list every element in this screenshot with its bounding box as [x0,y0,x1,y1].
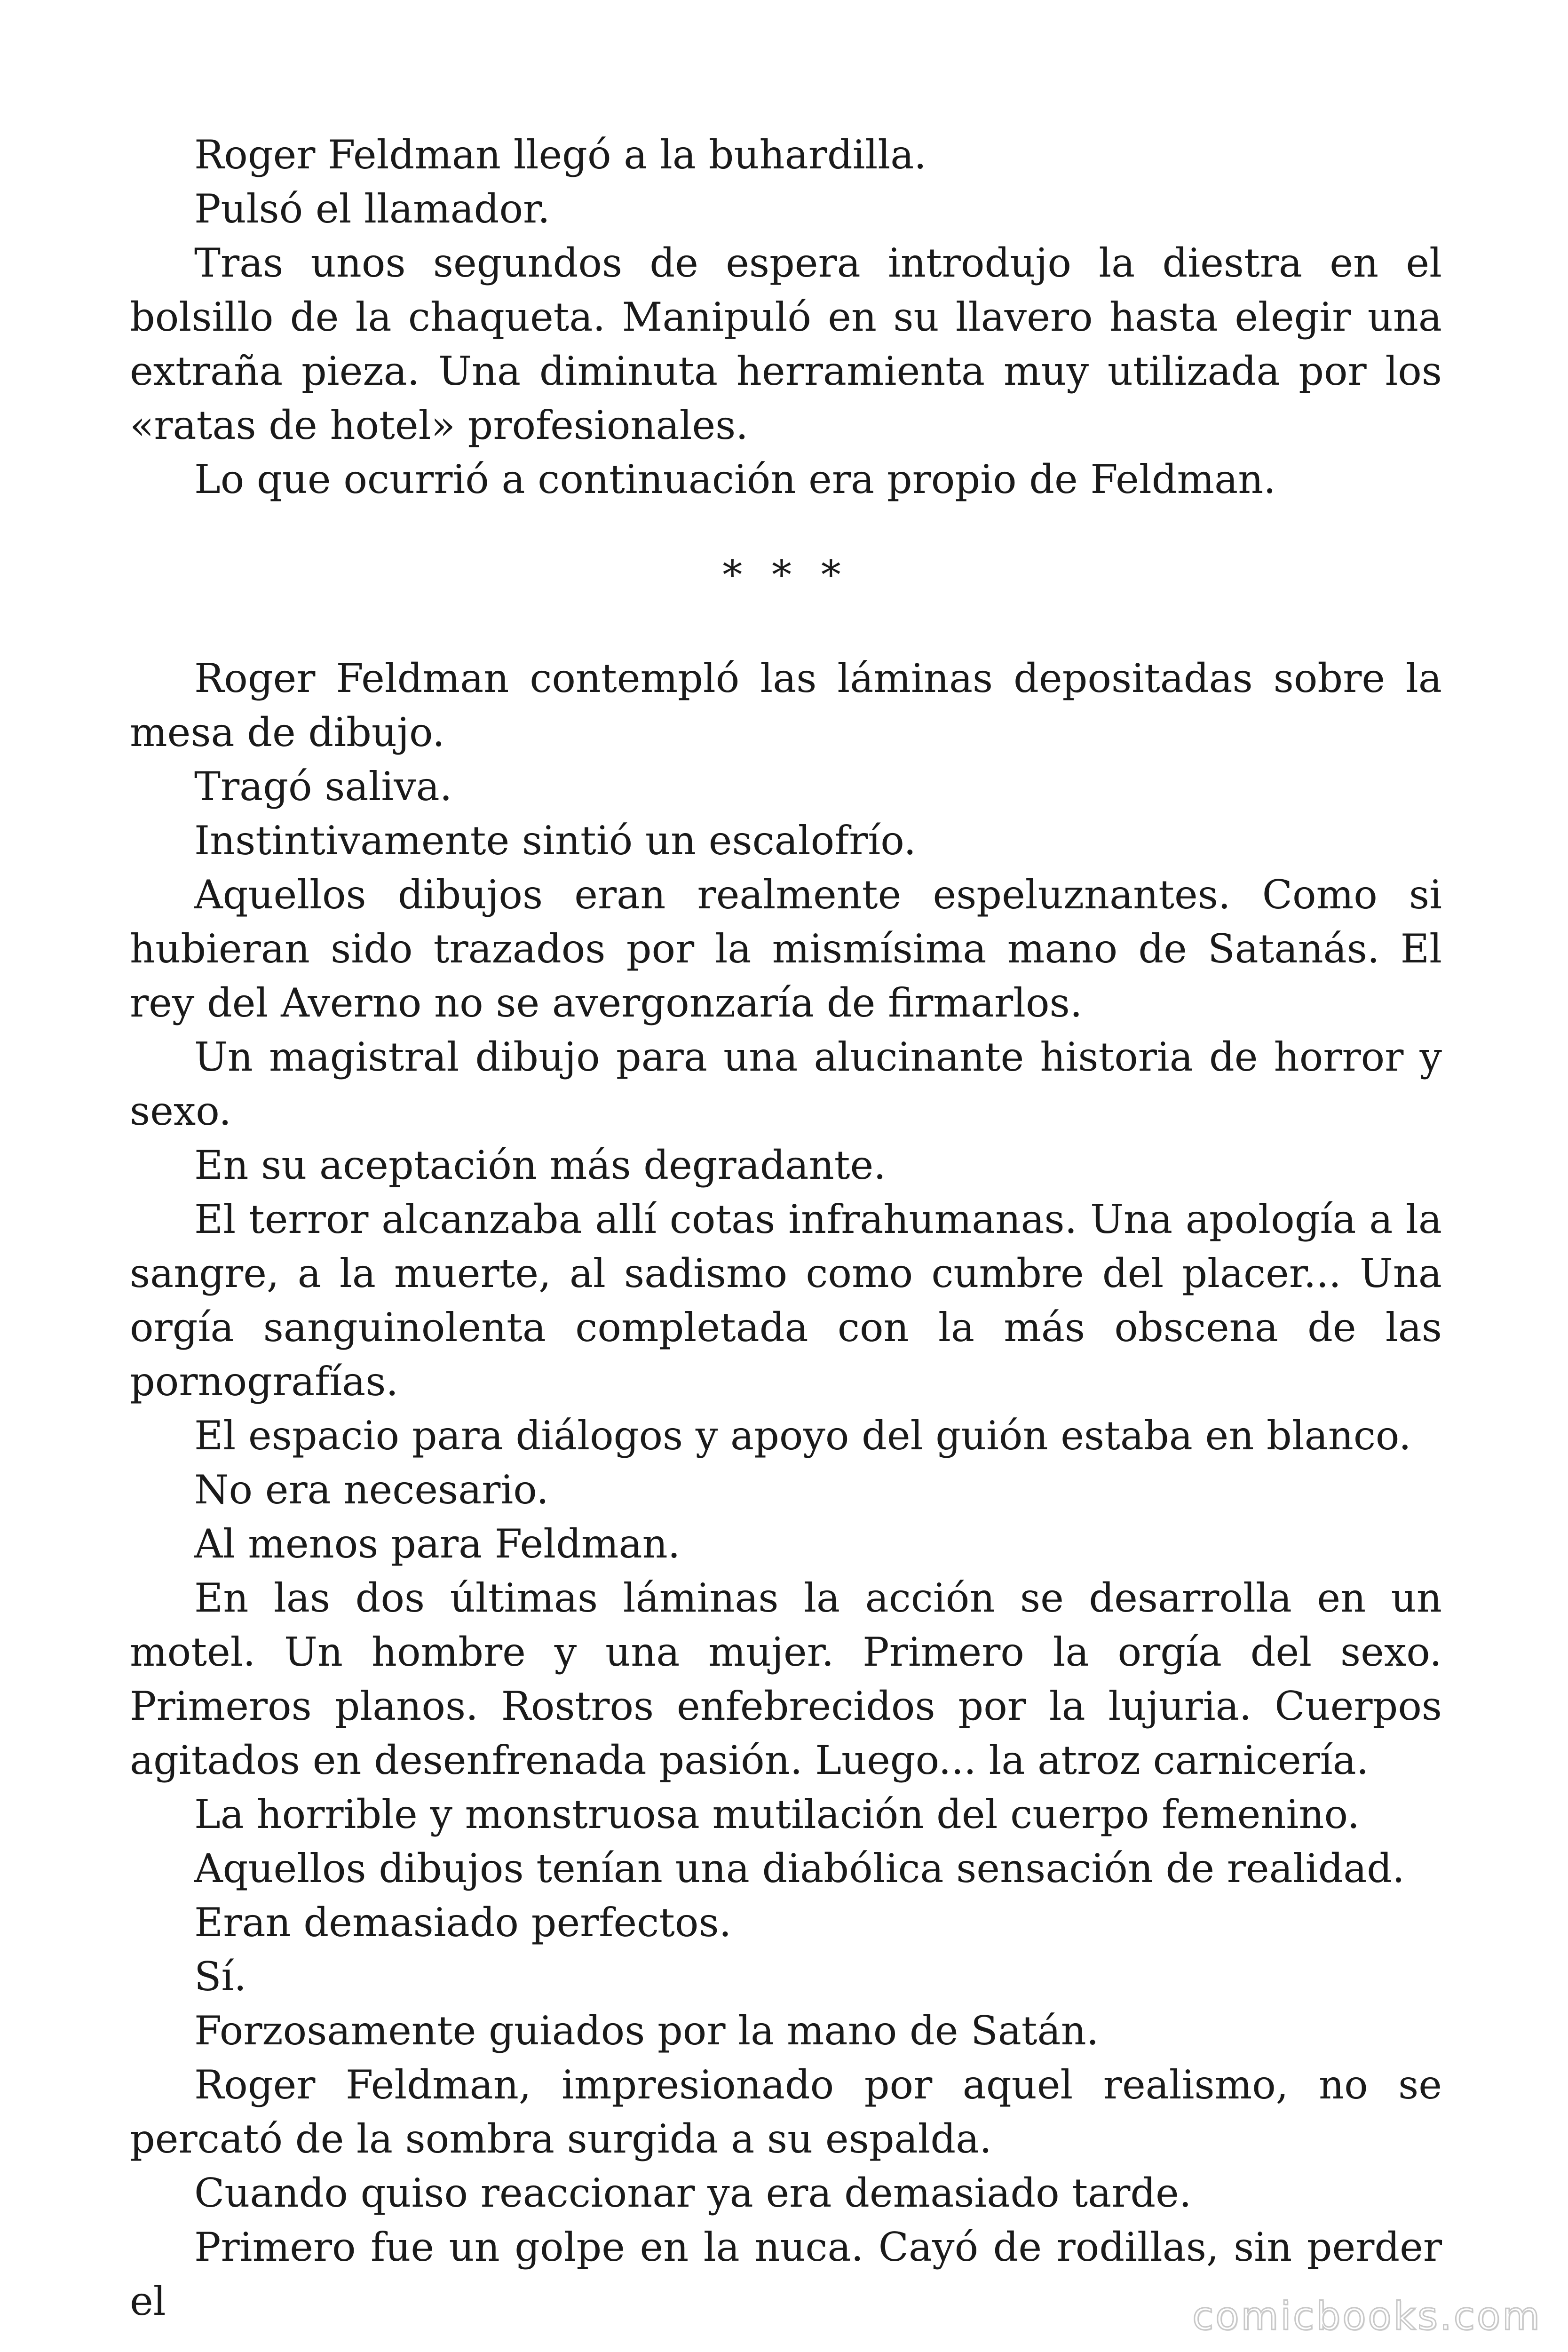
paragraph: En las dos últimas láminas la acción se desarrolla en un motel. Un hombre y una mujer. Primero la orgía del sexo. Primeros planos. Rostros enfebrecidos por la lujuria. Cuerpos agitados en desenfrenada pasión. Luego... la atroz carnicería. [130,1575,1442,1783]
paragraph: Sí. [194,1954,247,2000]
paragraph: Aquellos dibujos eran realmente espeluznantes. Como si hubieran sido trazados por la mismísima mano de Satanás. El rey del Averno no se avergonzaría de firmarlos. [130,872,1442,1026]
paragraph: Tras unos segundos de espera introdujo la diestra en el bolsillo de la chaqueta. Manipuló en su llavero hasta elegir una extraña pieza. Una diminuta herramienta muy utilizada por los «ratas de hotel» profesionales. [130,240,1442,448]
paragraph: Primero fue un golpe en la nuca. Cayó de rodillas, sin perder el [130,2224,1442,2324]
paragraph: Aquellos dibujos tenían una diabólica sensación de realidad. [194,1845,1405,1891]
paragraph: Tragó saliva. [194,763,452,810]
paragraph: El terror alcanzaba allí cotas infrahumanas. Una apología a la sangre, a la muerte, al sadismo como cumbre del placer... Una orgía sanguinolenta completada con la más obscena de las pornografías. [130,1196,1442,1405]
watermark: comicbooks.com [1192,2294,1542,2339]
paragraph: La horrible y monstruosa mutilación del cuerpo femenino. [194,1791,1360,1837]
paragraph: Lo que ocurrió a continuación era propio de Feldman. [194,456,1276,502]
paragraph: Roger Feldman, impresionado por aquel realismo, no se percató de la sombra surgida a su espalda. [130,2062,1442,2162]
paragraph: Roger Feldman contempló las láminas depositadas sobre la mesa de dibujo. [130,655,1442,755]
paragraph: Pulsó el llamador. [194,186,550,232]
paragraph: Un magistral dibujo para una alucinante historia de horror y sexo. [130,1034,1442,1134]
paragraph: Cuando quiso reaccionar ya era demasiado tarde. [194,2170,1192,2216]
paragraph: No era necesario. [194,1467,549,1513]
paragraph: El espacio para diálogos y apoyo del guión estaba en blanco. [194,1413,1411,1459]
paragraph: Eran demasiado perfectos. [194,1899,732,1946]
paragraph: Forzosamente guiados por la mano de Satán. [194,2008,1099,2054]
paragraph: Al menos para Feldman. [194,1521,681,1567]
section-separator: * * * [722,552,849,598]
text-section-2 [130,652,1442,2328]
paragraph: Roger Feldman llegó a la buhardilla. [194,132,927,178]
text-section-1 [130,128,1442,507]
paragraph: Instintivamente sintió un escalofrío. [194,818,917,864]
paragraph: En su aceptación más degradante. [194,1142,886,1188]
